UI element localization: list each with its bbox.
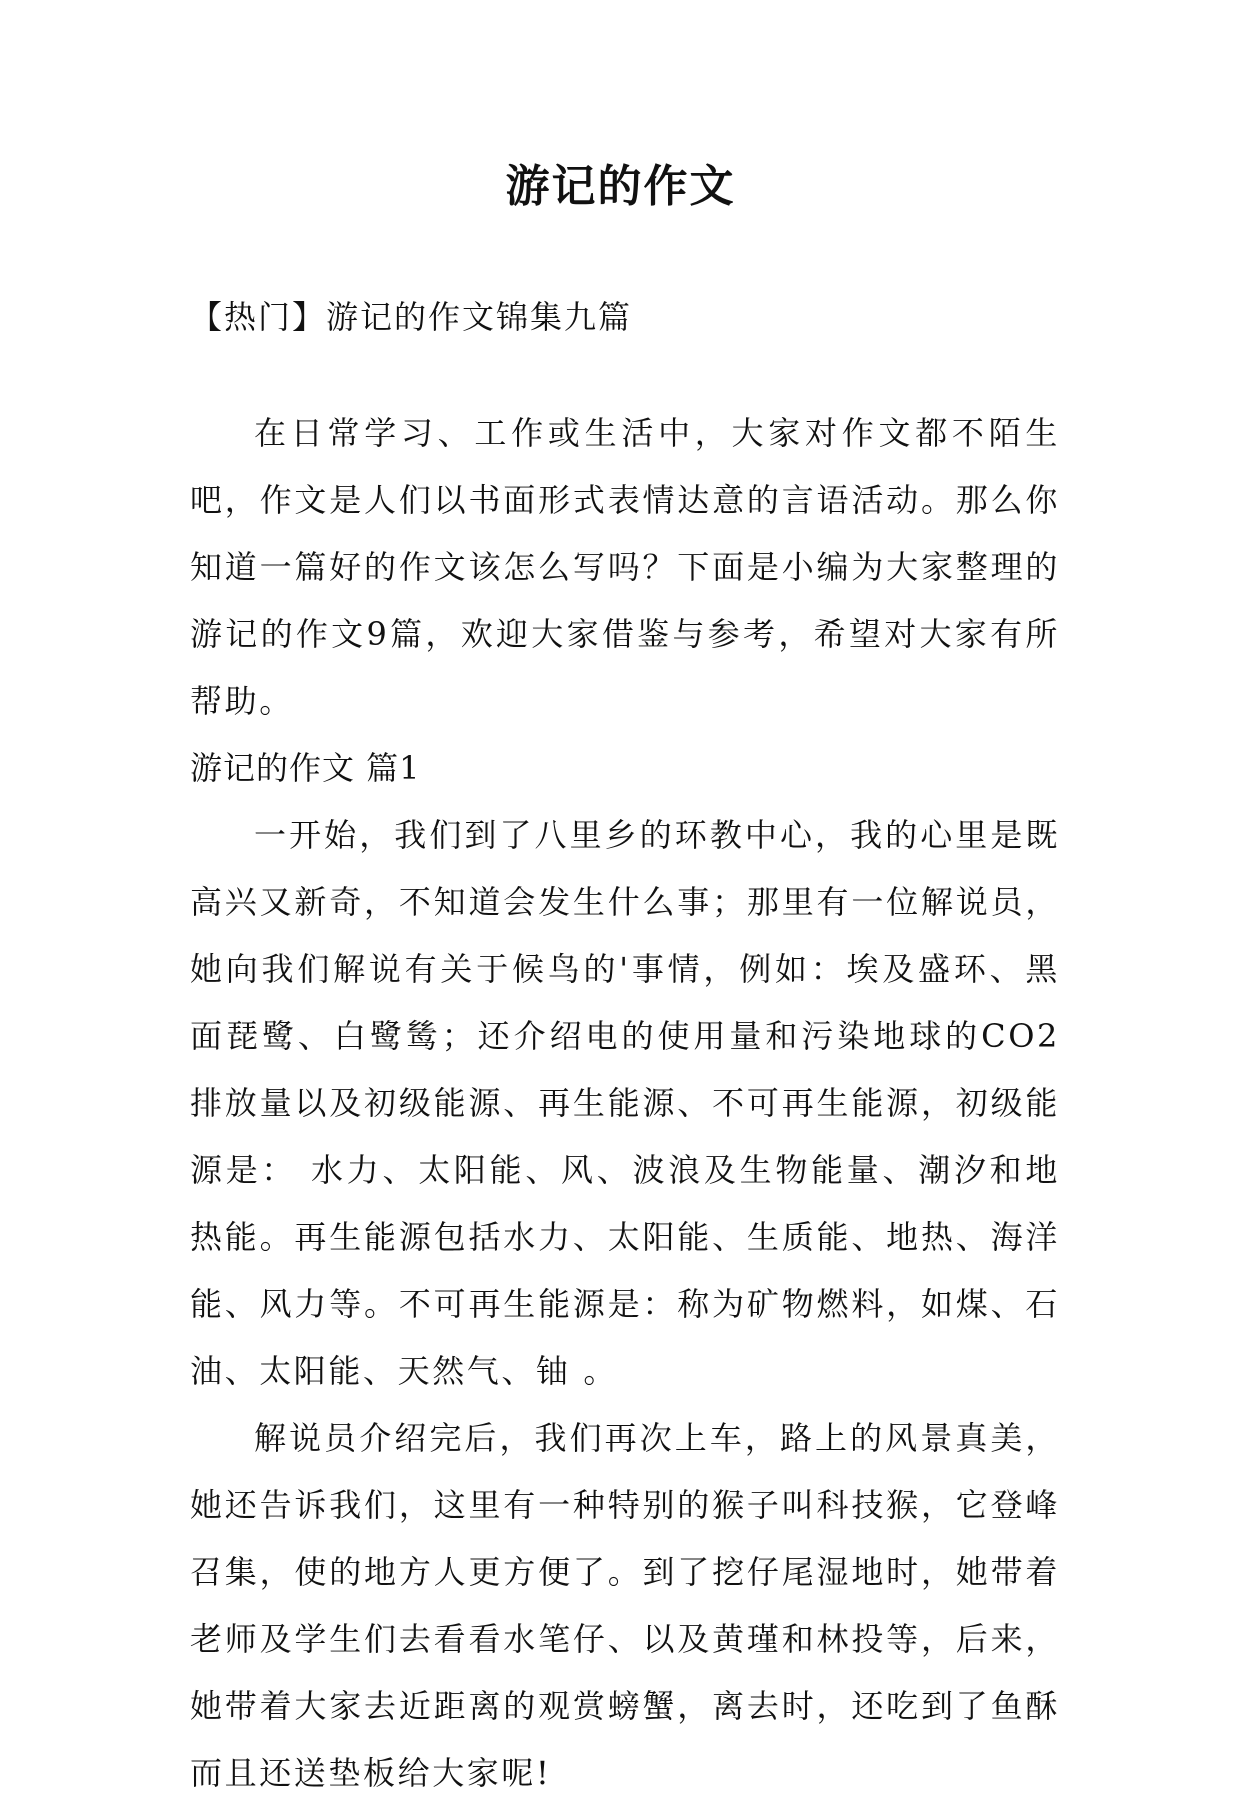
body-paragraph: 解说员介绍完后，我们再次上车，路上的风景真美，她还告诉我们，这里有一种特别的猴子叫科技猴，它登峰召集，使的地方人更方便了。到了挖仔尾湿地时，她带着老师及学生们去看看水笔仔、以及黄瑾和林投等，后来，她带着大家去近距离的观赏螃蟹，离去时，还吃到了鱼酥而且还送垫板给大家呢! bbox=[190, 1419, 1060, 1792]
intro-paragraph: 在日常学习、工作或生活中，大家对作文都不陌生吧，作文是人们以书面形式表情达意的言语活动。那么你知道一篇好的作文该怎么写吗？下面是小编为大家整理的游记的作文9篇，欢迎大家借鉴与参考，希望对大家有所帮助。 bbox=[190, 414, 1060, 720]
document-subtitle: 【热门】游记的作文锦集九篇 bbox=[190, 298, 633, 336]
document-title: 游记的作文 bbox=[505, 161, 736, 212]
body-paragraph: 一开始，我们到了八里乡的环教中心，我的心里是既高兴又新奇，不知道会发生什么事；那里有一位解说员，她向我们解说有关于候鸟的'事情，例如：埃及盛环、黑面琵鹭、白鹭鸶；还介绍电的使用量和污染地球的CO2排放量以及初级能源、再生能源、不可再生能源，初级能源是： 水力、太阳能、风、波浪及生物能量、潮汐和地热能。再生能源包括水力、太阳能、生质能、地热、海洋能、风力等。不可再生能源是：称为矿物燃料，如煤、石油、太阳能、天然气、铀 。 bbox=[190, 816, 1060, 1390]
document-body bbox=[190, 400, 1060, 1807]
section-heading: 游记的作文 篇1 bbox=[190, 749, 421, 787]
